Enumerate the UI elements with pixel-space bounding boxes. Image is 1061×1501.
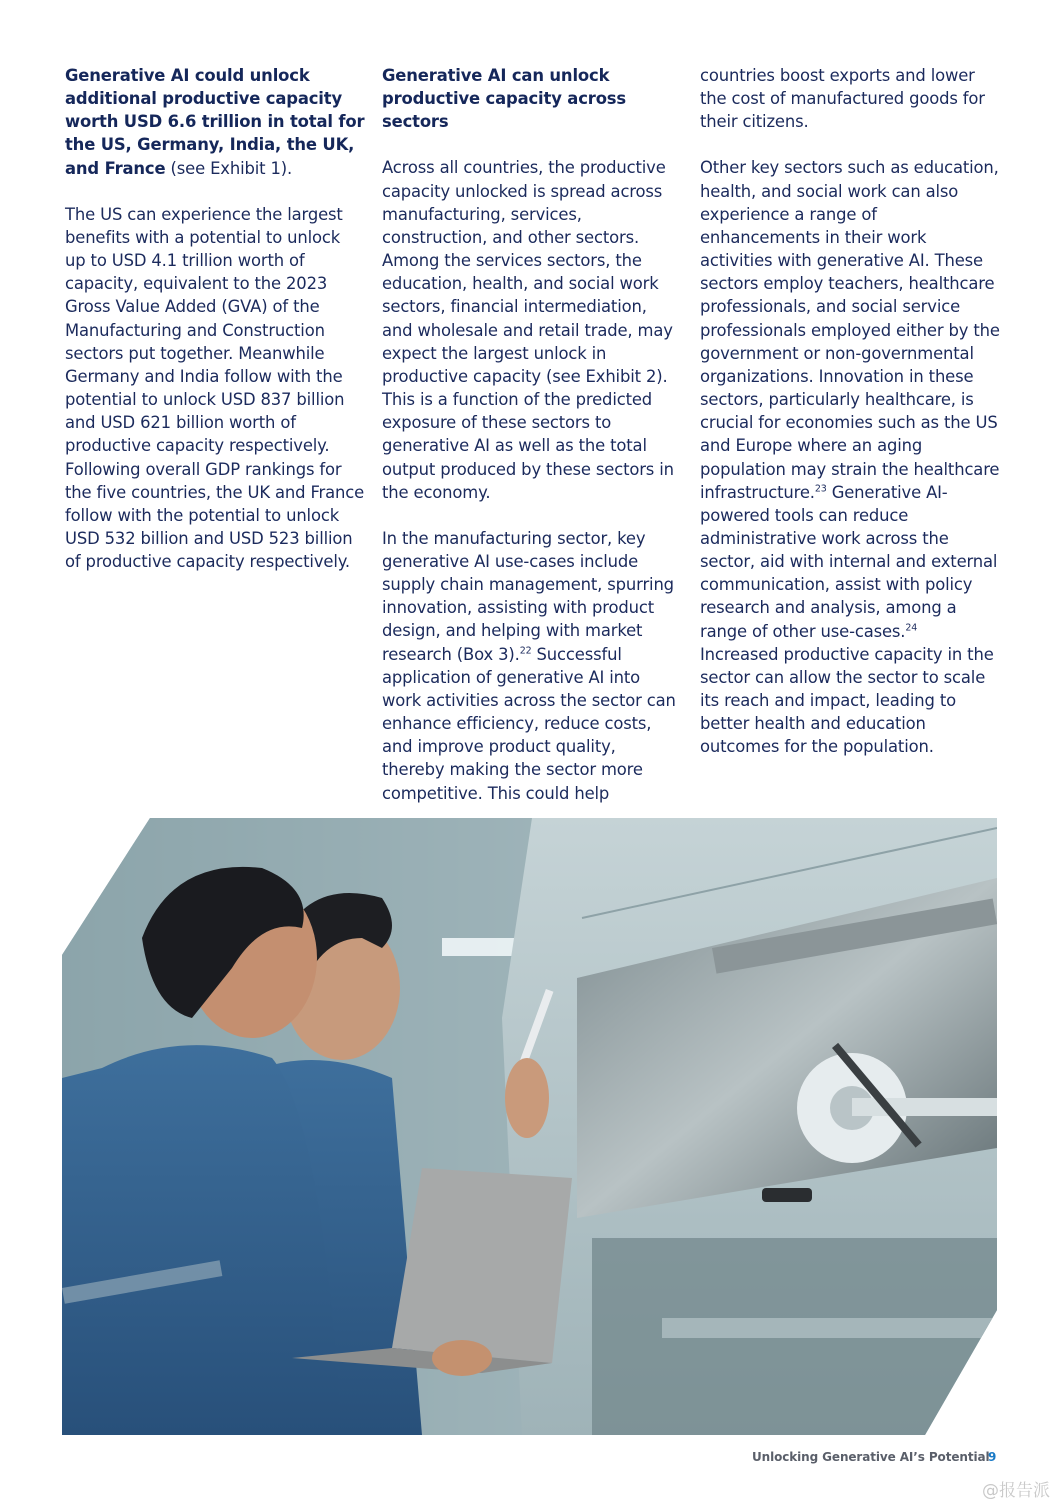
watermark: @报告派	[982, 1481, 1050, 1501]
paragraph: The US can experience the largest benefits with a potential to unlock up to USD 4.1 trillion worth of capacity, equivalent to the 2023 Gross Value Added (GVA) of the Manufacturing and Construction sectors put together. Meanwhile Germany and India follow with the potential to unlock USD 837 billion and USD 621 billion worth of productive capacity respectively. Following overall GDP rankings for the five countries, the UK and France follow with the potential to unlock USD 532 billion and USD 523 billion of productive capacity respectively.	[65, 204, 365, 572]
text-column-2	[382, 64, 682, 805]
paragraph-text: Successful application of generative AI into work activities across the sector can enhance efficiency, reduce costs, and improve product quality, thereby making the sector more competitive. This could help	[382, 644, 676, 803]
factory-workers-photo	[62, 818, 997, 1435]
paragraph-text: Other key sectors such as education, health, and social work can also experience a range of enhancements in their work activities with generative AI. These sectors employ teachers, healthcare professionals, and social service professionals employed either by the government or non-governmental organizations. Innovation in these sectors, particularly healthcare, is crucial for economies such as the US and Europe where an aging population may strain the healthcare infrastructure.	[700, 158, 1000, 502]
paragraph-text: Increased productive capacity in the sector can allow the sector to scale its reach and impact, leading to better health and education outcomes for the population.	[700, 644, 994, 757]
laptop	[392, 1168, 572, 1363]
page-number: 9	[988, 1450, 997, 1464]
lead-paragraph	[65, 64, 365, 180]
footnote-ref[interactable]: 22	[519, 645, 532, 657]
exhibit-reference: (see Exhibit 1).	[165, 158, 293, 178]
section-heading: Generative AI can unlock productive capacity across sectors	[382, 66, 627, 132]
paragraph-text: In the manufacturing sector, key generative AI use-cases include supply chain management, spurring innovation, assisting with product design, and helping with market research (Box 3).	[382, 528, 674, 664]
text-column-1	[65, 64, 365, 573]
footnote-ref[interactable]: 23	[814, 483, 827, 495]
footnote-ref[interactable]: 24	[905, 622, 918, 634]
lead-bold-text: Generative AI could unlock additional productive capacity worth USD 6.6 trillion in total for the US, Germany, India, the UK, and France	[65, 66, 365, 178]
paragraph	[382, 527, 682, 805]
paragraph: Across all countries, the productive capacity unlocked is spread across manufacturing, services, construction, and other sectors. Among the services sectors, the education, health, and social work sectors, financial intermediation, and wholesale and retail trade, may expect the largest unlock in productive capacity (see Exhibit 2). This is a function of the predicted exposure of these sectors to generative AI as well as the total output produced by these sectors in the economy.	[382, 158, 674, 502]
text-column-3	[700, 64, 1000, 759]
paragraph	[700, 156, 1000, 758]
paragraph-text: Generative AI-powered tools can reduce administrative work across the sector, aid with internal and external communication, assist with policy research and analysis, among a range of other use-cases.	[700, 482, 998, 641]
paragraph: countries boost exports and lower the cost of manufactured goods for their citizens.	[700, 66, 985, 132]
footer-report-title: Unlocking Generative AI’s Potential	[752, 1450, 990, 1464]
